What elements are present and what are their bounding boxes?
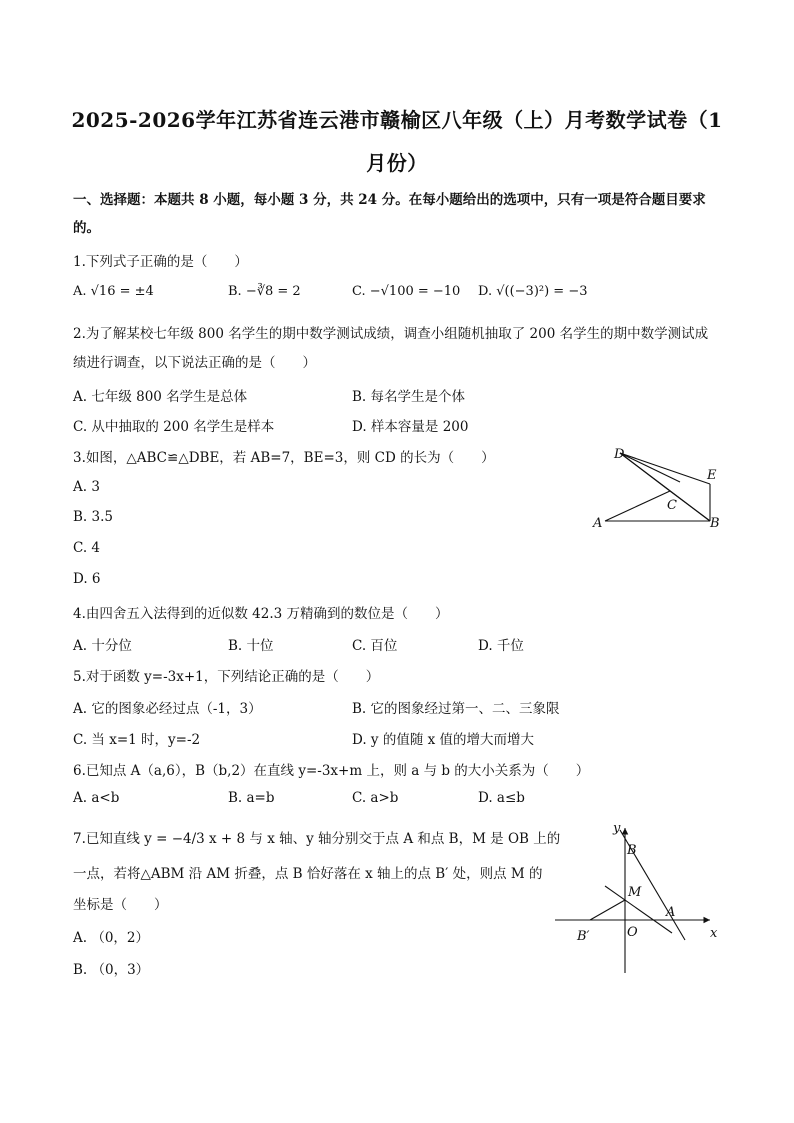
label-D: D	[614, 447, 625, 462]
question-3-option-a: A. 3	[73, 479, 100, 495]
segment-DE-part	[620, 453, 680, 482]
label-O: O	[627, 925, 638, 940]
exam-title-line2: 月份）	[366, 151, 428, 175]
question-7-stem-line3: 坐标是（ ）	[73, 897, 168, 913]
question-7-stem-line2: 一点，若将△ABM 沿 AM 折叠，点 B 恰好落在 x 轴上的点 B′ 处，则点 M 的	[73, 866, 543, 882]
question-3-stem: 3.如图，△ABC≌△DBE，若 AB=7，BE=3，则 CD 的长为（ ）	[73, 450, 495, 466]
question-6-option-c: C. a>b	[352, 790, 399, 806]
segment-DE	[620, 453, 710, 484]
triangle-figure	[585, 440, 725, 540]
question-1-option-c: C. −√100 = −10	[352, 284, 461, 299]
question-6-option-b: B. a=b	[228, 790, 275, 806]
label-x: x	[710, 926, 718, 941]
label-A: A	[666, 905, 676, 920]
question-4-option-c: C. 百位	[352, 638, 398, 654]
question-1-option-b: B. −∛8 = 2	[228, 284, 301, 299]
segment-DC	[620, 453, 670, 491]
question-5-option-d: D. y 的值随 x 值的增大而增大	[352, 732, 535, 748]
section-heading-cont: 的。	[73, 220, 100, 236]
question-3-option-c: C. 4	[73, 540, 101, 556]
question-4-option-a: A. 十分位	[73, 638, 132, 654]
label-B: B	[710, 516, 720, 531]
question-6-option-d: D. a≤b	[478, 790, 525, 806]
question-4-option-d: D. 千位	[478, 638, 524, 654]
segment-B-prime-M	[590, 900, 625, 920]
question-5-option-c: C. 当 x=1 时，y=-2	[73, 732, 201, 748]
question-7-option-a: A. （0，2）	[73, 930, 150, 946]
label-C: C	[667, 498, 677, 513]
question-1-option-a: A. √16 = ±4	[73, 284, 154, 299]
label-y: y	[613, 821, 621, 836]
question-4-option-b: B. 十位	[228, 638, 274, 654]
label-E: E	[707, 468, 717, 483]
exam-title-line1: 2025-2026学年江苏省连云港市赣榆区八年级（上）月考数学试卷（1	[71, 108, 723, 132]
section-heading: 一、选择题：本题共 8 小题，每小题 3 分，共 24 分。在每小题给出的选项中，只有一项是符合题目要求	[73, 192, 706, 208]
question-7-option-b: B. （0，3）	[73, 962, 150, 978]
question-2-option-b: B. 每名学生是个体	[352, 389, 466, 405]
label-M: M	[628, 885, 642, 900]
question-4-stem: 4.由四舍五入法得到的近似数 42.3 万精确到的数位是（ ）	[73, 606, 449, 622]
segment-AC	[605, 491, 670, 521]
question-2-stem-line1: 2.为了解某校七年级 800 名学生的期中数学测试成绩，调查小组随机抽取了 200 名学生的期中数学测试成	[73, 326, 709, 342]
question-2-option-a: A. 七年级 800 名学生是总体	[73, 389, 248, 405]
question-5-option-a: A. 它的图象必经过点（-1，3）	[73, 701, 262, 717]
question-6-stem: 6.已知点 A（a,6），B（b,2）在直线 y=-3x+m 上，则 a 与 b 的大小关系为（ ）	[73, 763, 590, 779]
question-5-option-b: B. 它的图象经过第一、二、三象限	[352, 701, 560, 717]
question-5-stem: 5.对于函数 y=-3x+1，下列结论正确的是（ ）	[73, 669, 380, 685]
question-6-option-a: A. a<b	[73, 790, 120, 806]
question-2-stem-line2: 绩进行调查，以下说法正确的是（ ）	[73, 355, 316, 371]
question-1-stem: 1.下列式子正确的是（ ）	[73, 254, 248, 270]
question-3-option-d: D. 6	[73, 571, 101, 587]
question-3-option-b: B. 3.5	[73, 509, 113, 525]
question-2-option-c: C. 从中抽取的 200 名学生是样本	[73, 419, 275, 435]
label-B-prime: B′	[577, 929, 590, 944]
label-B: B	[627, 843, 637, 858]
coordinate-figure	[550, 818, 730, 978]
question-7-stem-line1: 7.已知直线 y = −4/3 x + 8 与 x 轴、y 轴分别交于点 A 和点 B，M 是 OB 上的	[73, 831, 561, 847]
label-A: A	[593, 516, 603, 531]
question-1-option-d: D. √((−3)²) = −3	[478, 284, 588, 299]
question-2-option-d: D. 样本容量是 200	[352, 419, 469, 435]
